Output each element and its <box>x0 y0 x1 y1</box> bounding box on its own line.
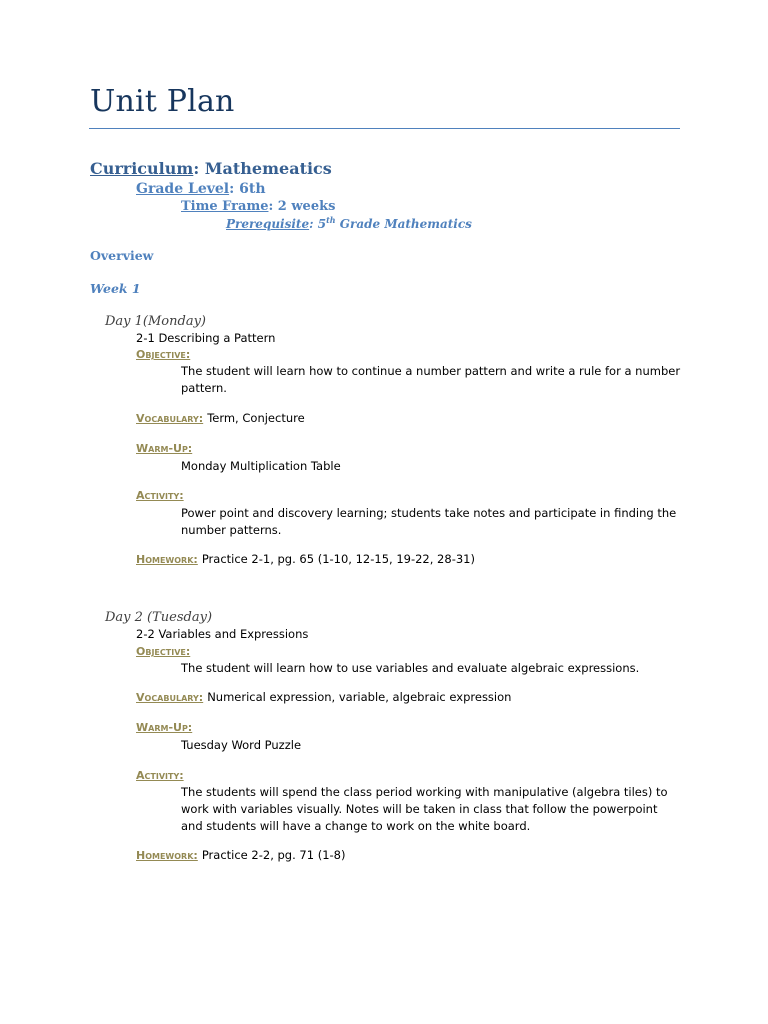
vocabulary-label: Vocabulary: <box>136 691 204 704</box>
title-divider <box>89 128 680 129</box>
objective-label: Objective: <box>136 645 191 658</box>
homework-line <box>136 848 345 862</box>
lesson-title: 2-2 Variables and Expressions <box>136 627 309 641</box>
objective-label: Objective: <box>136 348 191 361</box>
curriculum-line <box>90 159 332 178</box>
overview-heading: Overview <box>90 248 154 263</box>
vocabulary-text: Term, Conjecture <box>207 411 305 425</box>
homework-line <box>136 552 475 566</box>
time-frame-line <box>181 199 335 214</box>
objective-text: The student will learn how to continue a number pattern and write a rule for a number pattern. <box>181 364 681 395</box>
day-title: Day 2 (Tuesday) <box>105 610 213 625</box>
vocabulary-label: Vocabulary: <box>136 412 204 425</box>
vocabulary-line <box>136 690 511 704</box>
homework-label: Homework: <box>136 553 198 566</box>
warmup-label: Warm-Up: <box>136 721 193 734</box>
page-title: Unit Plan <box>90 84 235 119</box>
grade-level-value: : 6th <box>229 181 266 197</box>
prerequisite-sup: th <box>326 215 336 225</box>
prerequisite-label: Prerequisite <box>226 217 310 231</box>
homework-text: Practice 2-2, pg. 71 (1-8) <box>201 848 346 862</box>
day-title: Day 1(Monday) <box>105 314 206 329</box>
activity-label: Activity: <box>136 769 184 782</box>
prerequisite-rest: Grade Mathematics <box>335 217 472 231</box>
grade-level-label: Grade Level <box>136 181 230 197</box>
prerequisite-line <box>226 215 472 231</box>
activity-text: The students will spend the class period working with manipulative (algebra tiles) to work with variables visually. Notes will be taken in class that follow the powerpoint and students will have a change to work on the white board. <box>181 785 668 833</box>
warmup-text: Monday Multiplication Table <box>181 459 341 473</box>
homework-label: Homework: <box>136 849 198 862</box>
grade-level-line <box>136 181 266 197</box>
curriculum-label: Curriculum <box>90 159 194 178</box>
prerequisite-sep: : 5 <box>309 217 327 231</box>
vocabulary-line <box>136 411 305 425</box>
vocabulary-text: Numerical expression, variable, algebraic expression <box>207 690 512 704</box>
homework-text: Practice 2-1, pg. 65 (1-10, 12-15, 19-22, 28-31) <box>201 552 475 566</box>
activity-label: Activity: <box>136 489 184 502</box>
activity-text: Power point and discovery learning; students take notes and participate in finding the number patterns. <box>181 506 677 537</box>
curriculum-value: : Mathemeatics <box>193 159 332 178</box>
time-frame-value: : 2 weeks <box>268 199 336 214</box>
time-frame-label: Time Frame <box>181 199 269 214</box>
objective-text: The student will learn how to use variables and evaluate algebraic expressions. <box>181 661 640 675</box>
warmup-text: Tuesday Word Puzzle <box>181 738 302 752</box>
lesson-title: 2-1 Describing a Pattern <box>136 331 276 345</box>
warmup-label: Warm-Up: <box>136 442 193 455</box>
week-heading: Week 1 <box>90 281 141 296</box>
